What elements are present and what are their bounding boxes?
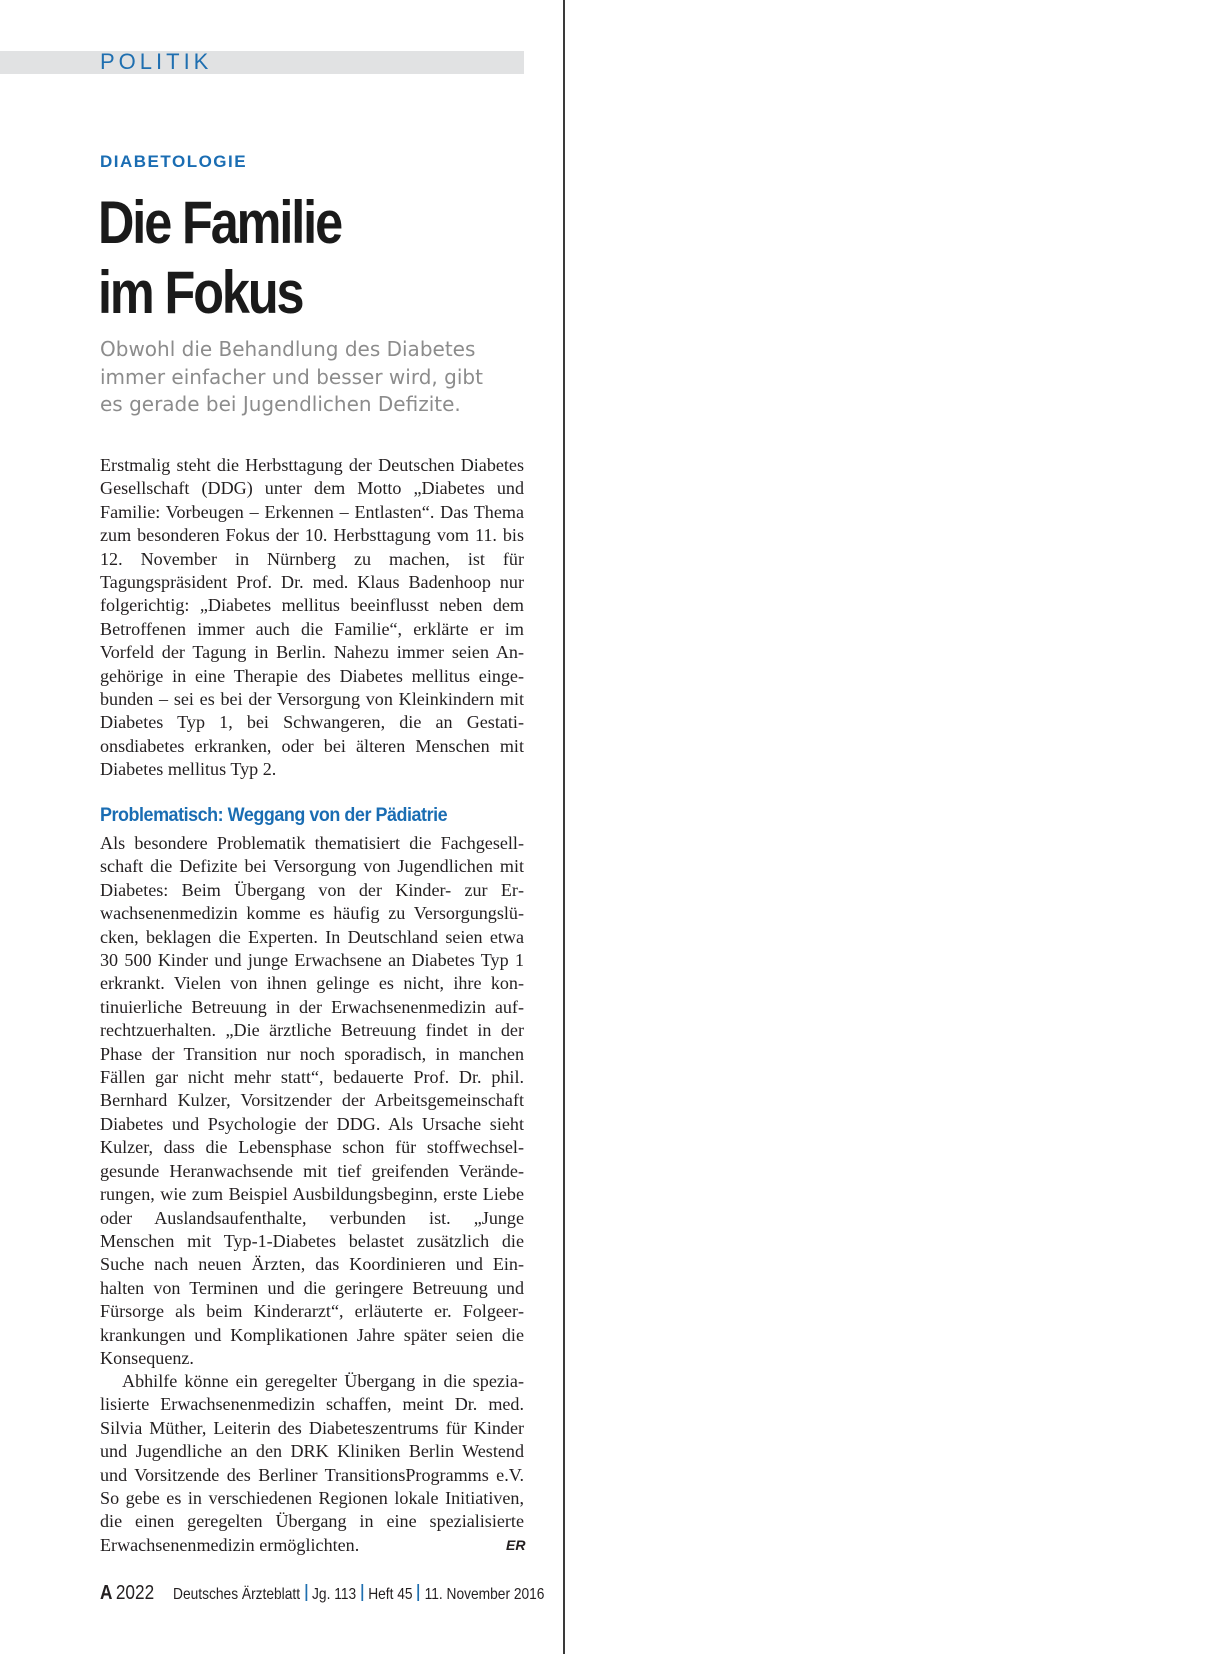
body-paragraph-2 (100, 832, 524, 1370)
paragraph-text: Erstmalig steht die Herbsttagung der Deutschen Diabetes Gesellschaft (DDG) unter dem Motto „Diabetes und Familie: Vorbeugen – Erkennen – Entlasten“. Das Thema zum besonderen Fokus der 10. Herbsttagung vom 11. bis 12. November in Nürnberg zu machen, ist für Tagungspräsident Prof. Dr. med. Klaus Badenhoop nur folgerichtig: „Diabetes mellitus beeinflusst neben dem Betroffenen immer auch die Familie“, erklärte er im Vorfeld der Tagung in Berlin. Nahezu immer seien Angehörige in eine Therapie des Diabetes mellitus eingebunden – sei es bei der Versorgung von Kleinkindern mit Diabetes Typ 1, bei Schwangeren, die an Gestationsdiabetes erkranken, oder bei älteren Menschen mit Diabetes mellitus Typ 2. (100, 455, 524, 780)
journal-volume: Jg. 113 (312, 1586, 357, 1603)
page-divider-line (563, 0, 565, 1654)
footer-separator (305, 1584, 307, 1601)
page-prefix: A (100, 1582, 113, 1604)
article-teaser (100, 336, 520, 419)
article-kicker: DIABETOLOGIE (100, 152, 248, 171)
headline-line-2: im Fokus (98, 259, 303, 326)
footer-separator (361, 1584, 363, 1601)
headline-line-1: Die Familie (98, 189, 342, 256)
page-number: 2022 (115, 1582, 155, 1604)
article-subheading: Problematisch: Weggang von der Pädiatrie (100, 804, 448, 826)
teaser-line-1: Obwohl die Behandlung des Diabetes (100, 337, 476, 361)
journal-name: Deutsches Ärzteblatt (173, 1586, 301, 1603)
journal-issue: Heft 45 (368, 1586, 413, 1603)
body-paragraph-1 (100, 454, 524, 782)
page-footer (100, 1582, 544, 1605)
teaser-line-3: es gerade bei Jugendlichen Defizite. (100, 392, 461, 416)
article-headline (98, 188, 341, 328)
section-label: POLITIK (100, 49, 213, 74)
teaser-line-2: immer einfacher und besser wird, gibt (100, 364, 483, 389)
paragraph-text: Als besondere Problematik thematisiert die Fachgesellschaft die Defizite bei Versorgung von Jugendlichen mit Diabetes: Beim Übergang von der Kinder- zur Erwachsenenmedizin komme es häufig zu Versorgungslücken, beklagen die Experten. In Deutschland seien etwa 30 500 Kinder und junge Erwachsene an Diabetes Typ 1 erkrankt. Vielen von ihnen gelinge es nicht, ihre kontinuierliche Betreuung in der Erwachsenenmedizin aufrechtzuerhalten. „Die ärztliche Betreuung findet in der Phase der Transition nur noch sporadisch, in manchen Fällen gar nicht mehr statt“, bedauerte Prof. Dr. phil. Bernhard Kulzer, Vorsitzender der Arbeitsgemeinschaft Diabetes und Psychologie der DDG. Als Ursache sieht Kulzer, dass die Lebensphase schon für stoffwechselgesunde Heranwachsende mit tief greifenden Veränderungen, wie zum Beispiel Ausbildungsbeginn, erste Liebe oder Auslandsaufenthalte, verbunden ist. „Junge Menschen mit Typ-1-Diabetes belastet zusätzlich die Suche nach neuen Ärzten, das Koordinieren und Einhalten von Terminen und die geringere Betreuung und Fürsorge als beim Kinderarzt“, erläuterte er. Folgeerkrankungen und Komplikationen Jahre später seien die Konsequenz. (100, 833, 524, 1368)
body-paragraph-3 (100, 1370, 524, 1557)
paragraph-text: Abhilfe könne ein geregelter Übergang in die spezialisierte Erwachsenenmedizin schaffen, meint Dr. med. Silvia Müther, Leiterin des Diabeteszentrums für Kinder und Jugendliche an den DRK Kliniken Berlin Westend und Vorsitzende des Berliner TransitionsProgramms e.V. So gebe es in verschiedenen Regionen lokale Initiativen, die einen geregelten Übergang in eine spezialisierte Erwachsenenmedizin ermöglichten. (100, 1371, 524, 1555)
issue-date: 11. November 2016 (424, 1586, 545, 1603)
author-initials: ER (506, 1537, 526, 1553)
section-header-bar (0, 51, 524, 74)
footer-separator (418, 1584, 420, 1601)
